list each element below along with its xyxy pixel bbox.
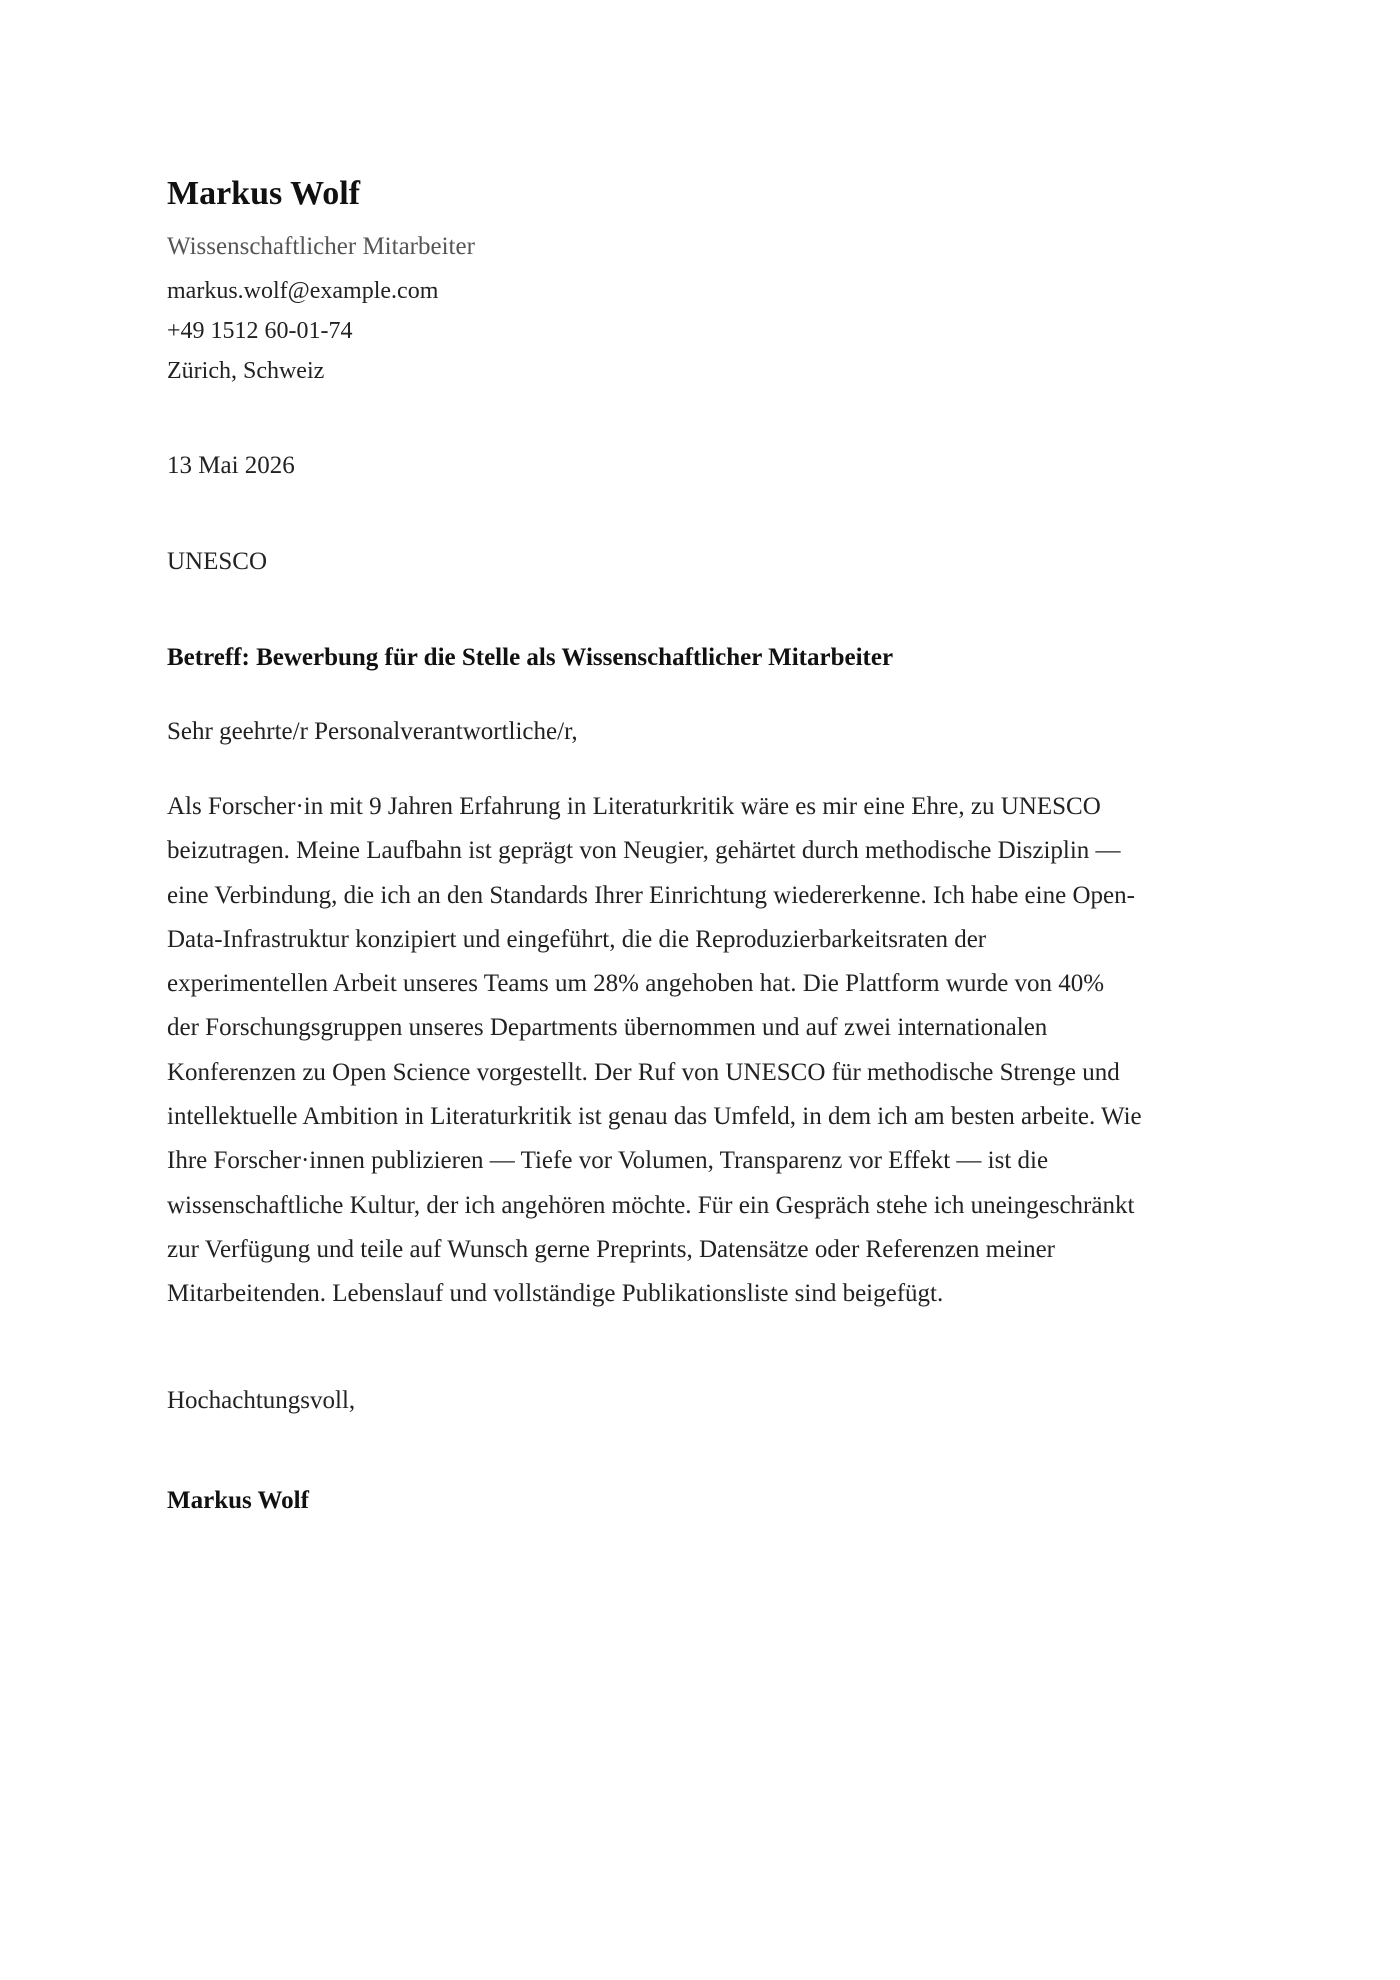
letter-date: 13 Mai 2026 — [167, 452, 295, 479]
salutation: Sehr geehrte/r Personalverantwortliche/r, — [167, 718, 578, 745]
body-line: eine Verbindung, die ich an den Standards Ihrer Einrichtung wiedererkenne. Ich habe eine Open- — [167, 881, 1135, 909]
body-line: wissenschaftliche Kultur, der ich angehören möchte. Für ein Gespräch stehe ich uneingeschränkt — [167, 1191, 1135, 1219]
body-line: Mitarbeitenden. Lebenslauf und vollständige Publikationsliste sind beigefügt. — [167, 1280, 944, 1308]
recipient: UNESCO — [167, 548, 268, 575]
body-line: Ihre Forscher·innen publizieren — Tiefe vor Volumen, Transparenz vor Effekt — ist die — [167, 1147, 1049, 1175]
body-line: Data-Infrastruktur konzipiert und eingeführt, die die Reproduzierbarkeitsraten der — [167, 925, 987, 953]
body-line: Als Forscher·in mit 9 Jahren Erfahrung in Literaturkritik wäre es mir eine Ehre, zu UNESCO — [167, 793, 1101, 820]
body-line: der Forschungsgruppen unseres Departments übernommen und auf zwei internationalen — [167, 1014, 1048, 1042]
body-line: intellektuelle Ambition in Literaturkritik ist genau das Umfeld, in dem ich am besten arbeite. Wie — [167, 1103, 1142, 1131]
contact-block — [167, 271, 1252, 391]
sender-email: markus.wolf@example.com — [167, 278, 439, 304]
letter-header — [167, 168, 1252, 391]
body-line: zur Verfügung und teile auf Wunsch gerne Preprints, Datensätze oder Referenzen meiner — [167, 1235, 1056, 1263]
sender-title: Wissenschaftlicher Mitarbeiter — [167, 233, 475, 260]
body-line: beizutragen. Meine Laufbahn ist geprägt von Neugier, gehärtet durch methodische Disziplin — — [167, 837, 1121, 865]
body-line: experimentellen Arbeit unseres Teams um 28% angehoben hat. Die Plattform wurde von 40% — [167, 970, 1105, 998]
subject-line: Betreff: Bewerbung für die Stelle als Wissenschaftlicher Mitarbeiter — [167, 644, 894, 671]
letter-body — [167, 785, 1252, 1317]
body-line: Konferenzen zu Open Science vorgestellt. Der Ruf von UNESCO für methodische Strenge und — [167, 1058, 1120, 1086]
signature: Markus Wolf — [167, 1486, 309, 1514]
closing: Hochachtungsvoll, — [167, 1386, 356, 1414]
sender-name: Markus Wolf — [167, 175, 361, 212]
sender-location: Zürich, Schweiz — [167, 358, 325, 384]
cover-letter — [167, 168, 1252, 1521]
sender-phone: +49 1512 60-01-74 — [167, 318, 353, 344]
